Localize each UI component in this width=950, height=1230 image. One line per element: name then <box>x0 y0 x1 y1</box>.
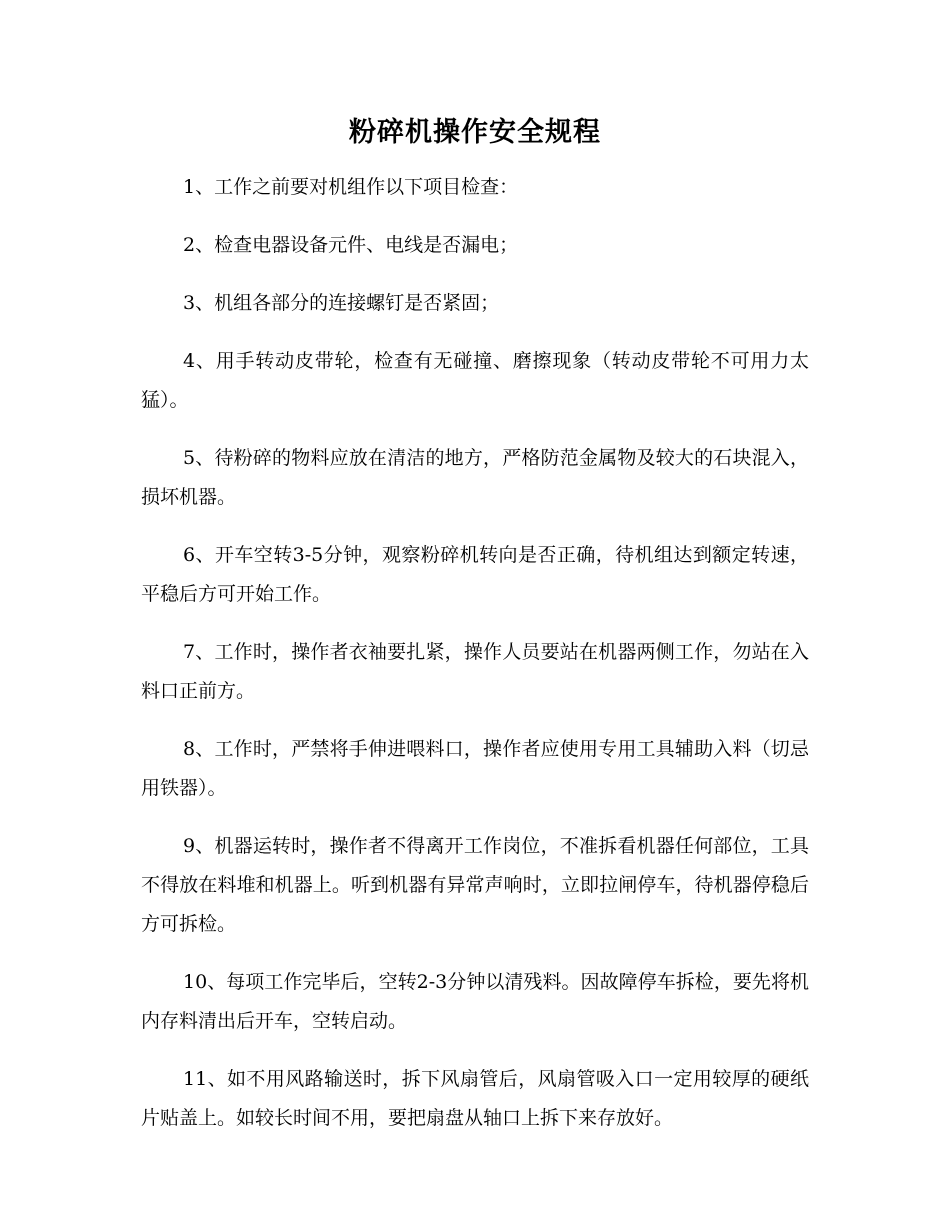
document-body <box>141 168 809 1157</box>
paragraph-7: 7、工作时，操作者衣袖要扎紧，操作人员要站在机器两侧工作，勿站在入料口正前方。 <box>141 641 809 702</box>
paragraph-9: 9、机器运转时，操作者不得离开工作岗位，不准拆看机器任何部位，工具不得放在料堆和机器上。听到机器有异常声响时，立即拉闸停车，待机器停稳后方可拆检。 <box>141 835 809 935</box>
paragraph-3: 3、机组各部分的连接螺钉是否紧固； <box>183 292 500 314</box>
paragraph-2: 2、检查电器设备元件、电线是否漏电； <box>183 234 519 256</box>
paragraph-4: 4、用手转动皮带轮，检查有无碰撞、磨擦现象（转动皮带轮不可用力太猛）。 <box>141 350 809 411</box>
paragraph-11: 11、如不用风路输送时，拆下风扇管后，风扇管吸入口一定用较厚的硬纸片贴盖上。如较长时间不用，要把扇盘从轴口上拆下来存放好。 <box>141 1068 809 1129</box>
paragraph-5: 5、待粉碎的物料应放在清洁的地方，严格防范金属物及较大的石块混入，损坏机器。 <box>141 447 809 508</box>
paragraph-10: 10、每项工作完毕后，空转2-3分钟以清残料。因故障停车拆检，要先将机内存料清出后开车，空转启动。 <box>141 971 809 1032</box>
paragraph-6: 6、开车空转3-5分钟，观察粉碎机转向是否正确，待机组达到额定转速，平稳后方可开始工作。 <box>141 544 809 605</box>
paragraph-1: 1、工作之前要对机组作以下项目检查： <box>183 176 519 198</box>
paragraph-8: 8、工作时，严禁将手伸进喂料口，操作者应使用专用工具辅助入料（切忌用铁器）。 <box>141 738 809 799</box>
document-title: 粉碎机操作安全规程 <box>349 117 601 148</box>
